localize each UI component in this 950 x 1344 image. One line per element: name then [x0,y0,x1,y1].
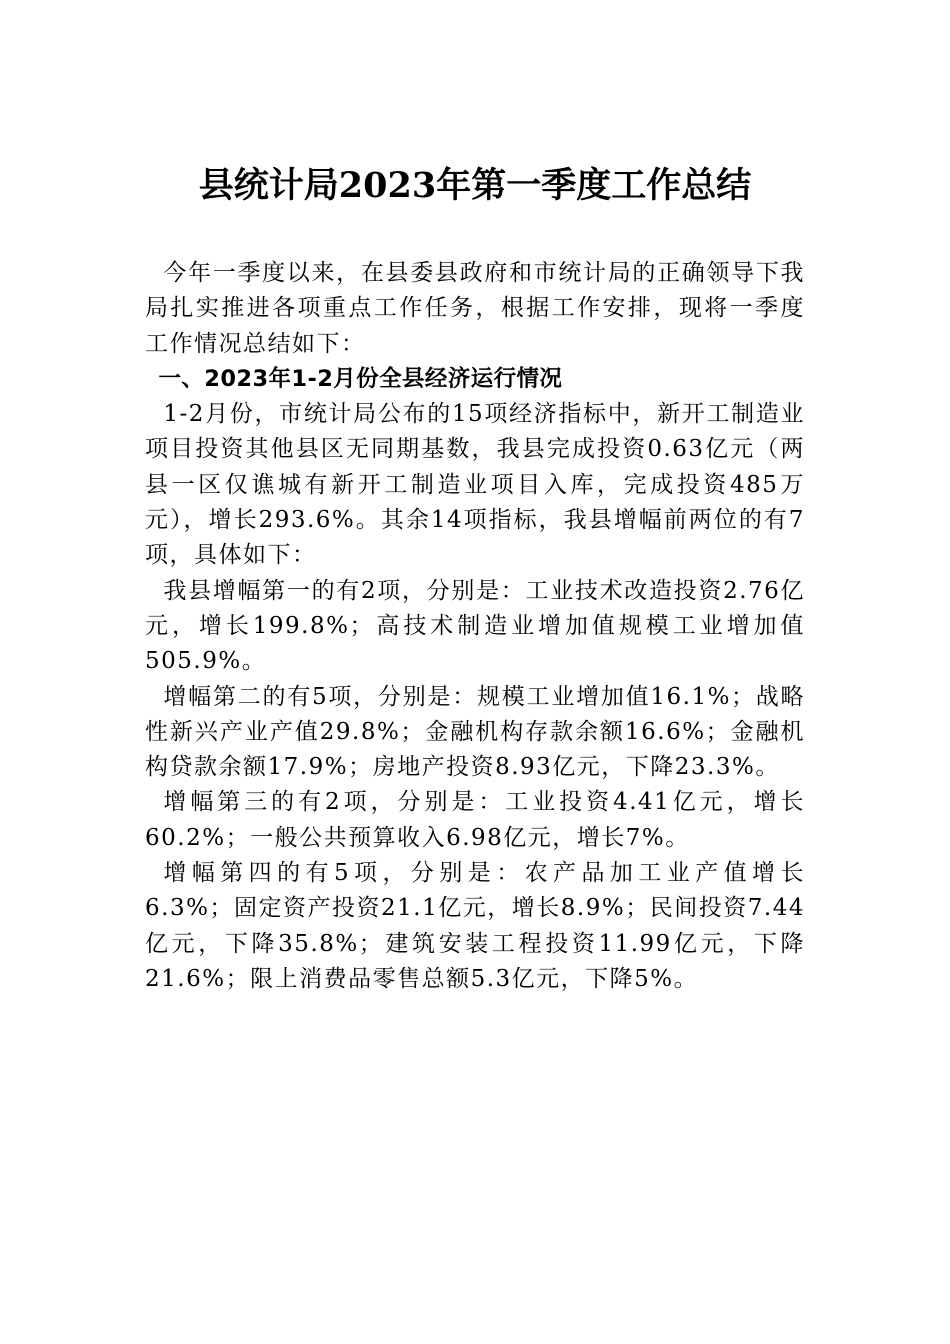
rank-first-paragraph: 我县增幅第一的有2项，分别是：工业技术改造投资2.76亿元，增长199.8%；高技术制造业增加值规模工业增加值505.9%。 [145,577,805,675]
rank-fourth-paragraph: 增幅第四的有5项，分别是：农产品加工业产值增长6.3%；固定资产投资21.1亿元，增长8.9%；民间投资7.44亿元，下降35.8%；建筑安装工程投资11.99亿元，下降21.6%；限上消费品零售总额5.3亿元，下降5%。 [145,860,805,992]
rank-third-paragraph: 增幅第三的有2项，分别是：工业投资4.41亿元，增长60.2%；一般公共预算收入6.98亿元，增长7%。 [145,789,805,851]
rank-second-paragraph: 增幅第二的有5项，分别是：规模工业增加值16.1%；战略性新兴产业产值29.8%；金融机构存款余额16.6%；金融机构贷款余额17.9%；房地产投资8.93亿元，下降23.3%。 [145,683,805,781]
section-heading: 一、2023年1-2月份全县经济运行情况 [158,365,563,392]
document-title: 县统计局2023年第一季度工作总结 [198,165,752,206]
intro-paragraph: 今年一季度以来，在县委县政府和市统计局的正确领导下我局扎实推进各项重点工作任务，根据工作安排，现将一季度工作情况总结如下： [145,260,805,357]
document-body [145,256,805,997]
overview-paragraph: 1-2月份，市统计局公布的15项经济指标中，新开工制造业项目投资其他县区无同期基数，我县完成投资0.63亿元（两县一区仅谯城有新开工制造业项目入库，完成投资485万元），增长293.6%。其余14项指标，我县增幅前两位的有7项，具体如下： [145,401,805,569]
